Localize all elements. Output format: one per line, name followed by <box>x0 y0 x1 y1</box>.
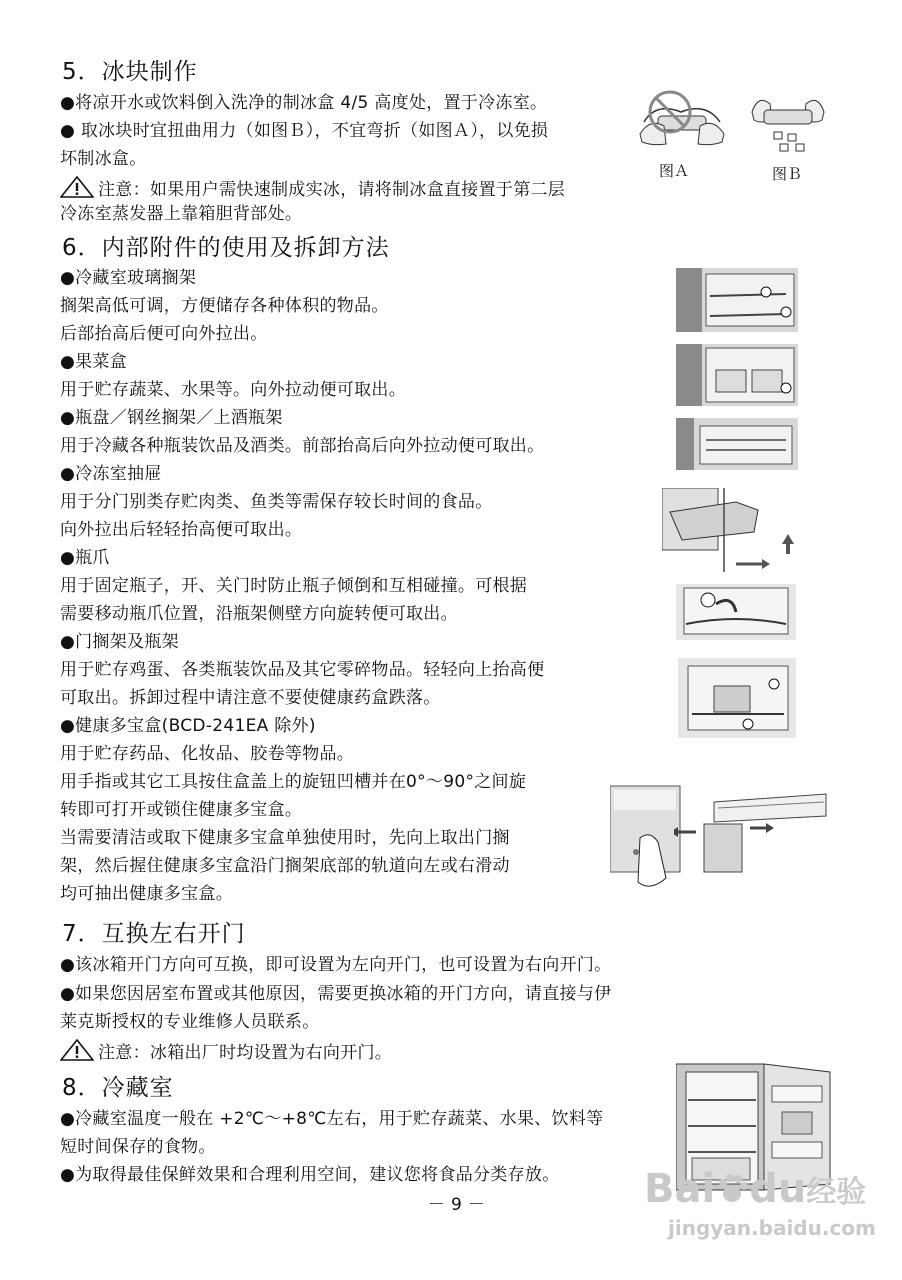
sec6-line: 用手指或其它工具按住盒盖上的旋钮凹槽并在0°～90°之间旋 <box>60 772 527 792</box>
sec8-paragraph-2: ●为取得最佳保鲜效果和合理利用空间，建议您将食品分类存放。 <box>60 1165 560 1185</box>
sec7-note-line <box>60 1039 392 1064</box>
sec6-line: 用于贮存蔬菜、水果等。向外拉动便可取出。 <box>60 380 406 400</box>
sec6-line: ●果菜盒 <box>60 352 128 372</box>
sec6-line: 搁架高低可调，方便储存各种体积的物品。 <box>60 296 389 316</box>
sec6-line: 用于固定瓶子，开、关门时防止瓶子倾倒和互相碰撞。可根据 <box>60 576 528 596</box>
section-8-title: 8．冷藏室 <box>62 1075 174 1101</box>
sec6-line: ●瓶盘／钢丝搁架／上酒瓶架 <box>60 408 283 428</box>
sec7-paragraph-1: ●该冰箱开门方向可互换，即可设置为左向开门，也可设置为右向开门。 <box>60 955 612 975</box>
sec6-line: ●瓶爪 <box>60 548 110 568</box>
sec6-line: 用于冷藏各种瓶装饮品及酒类。前部抬高后向外拉动便可取出。 <box>60 436 545 456</box>
bottle-rack-figure <box>676 418 798 470</box>
sec6-line: 均可抽出健康多宝盒。 <box>60 884 233 904</box>
sec8-paragraph-1b: 短时间保存的食物。 <box>60 1137 216 1157</box>
sec6-line: 用于贮存药品、化妆品、胶卷等物品。 <box>60 744 355 764</box>
sec5-note-line-1 <box>60 176 565 201</box>
section-7-title: 7．互换左右开门 <box>62 921 246 947</box>
sec5-note-line-2: 冷冻室蒸发器上靠箱胆背部处。 <box>60 204 303 224</box>
sec5-note-text: 注意：如果用户需快速制成实冰，请将制冰盒直接置于第二层 <box>98 180 566 200</box>
warning-icon <box>60 176 94 198</box>
watermark-brand: Bai <box>644 1166 716 1212</box>
section-5-title: 5．冰块制作 <box>62 59 198 85</box>
sec6-line: ●冷藏室玻璃搁架 <box>60 268 197 288</box>
sec7-paragraph-2a: ●如果您因居室布置或其他原因，需要更换冰箱的开门方向，请直接与伊 <box>60 984 612 1004</box>
sec5-paragraph-2a: ● 取冰块时宜扭曲用力（如图Ｂ），不宜弯折（如图Ａ），以免损 <box>60 121 549 141</box>
sec8-paragraph-1a: ●冷藏室温度一般在 +2℃～+8℃左右，用于贮存蔬菜、水果、饮料等 <box>60 1109 604 1129</box>
sec6-line: 向外拉出后轻轻抬高便可取出。 <box>60 520 303 540</box>
sec7-paragraph-2b: 莱克斯授权的专业维修人员联系。 <box>60 1012 320 1032</box>
figure-a-caption: 图Ａ <box>659 162 690 180</box>
sec6-line: 转即可打开或锁住健康多宝盒。 <box>60 800 303 820</box>
watermark-suffix: 经验 <box>806 1175 867 1210</box>
crisper-drawer-figure <box>676 344 798 406</box>
bottle-clip-figure <box>676 584 796 640</box>
sec6-line: 用于分门别类存贮肉类、鱼类等需保存较长时间的食品。 <box>60 492 493 512</box>
sec5-paragraph-2b: 坏制冰盒。 <box>60 149 147 169</box>
sec6-line: 需要移动瓶爪位置，沿瓶架侧壁方向旋转便可取出。 <box>60 604 458 624</box>
paw-icon <box>715 1172 749 1206</box>
page-number: － 9 － <box>428 1195 486 1215</box>
glass-shelf-figure <box>676 268 798 332</box>
baidu-watermark-logo <box>644 1166 866 1212</box>
sec6-line: 架，然后握住健康多宝盒沿门搁架底部的轨道向左或右滑动 <box>60 856 510 876</box>
sec7-note-text: 注意：冰箱出厂时均设置为右向开门。 <box>98 1043 393 1063</box>
sec6-line: 可取出。拆卸过程中请注意不要使健康药盒跌落。 <box>60 688 441 708</box>
ice-tray-twisting-figure <box>748 84 828 156</box>
sec6-line: 后部抬高后便可向外拉出。 <box>60 324 268 344</box>
section-6-title: 6．内部附件的使用及拆卸方法 <box>62 235 390 261</box>
watermark-url: jingyan.baidu.com <box>668 1216 876 1240</box>
sec6-line: 用于贮存鸡蛋、各类瓶装饮品及其它零碎物品。轻轻向上抬高便 <box>60 660 545 680</box>
warning-icon <box>60 1039 94 1061</box>
figure-b-caption: 图Ｂ <box>772 165 803 183</box>
freezer-drawer-figure <box>662 488 794 572</box>
sec5-paragraph-1: ●将凉开水或饮料倒入洗净的制冰盒 4/5 高度处，置于冷冻室。 <box>60 93 548 113</box>
sec6-line: ●门搁架及瓶架 <box>60 632 179 652</box>
watermark-brand-2: du <box>749 1166 807 1212</box>
ice-tray-bending-figure <box>636 82 728 154</box>
door-rack-figure <box>678 658 796 738</box>
sec6-line: 当需要清洁或取下健康多宝盒单独使用时，先向上取出门搁 <box>60 828 510 848</box>
health-box-slide-figure <box>674 788 834 876</box>
sec6-line: ●健康多宝盒(BCD-241EA 除外) <box>60 716 316 736</box>
sec6-line: ●冷冻室抽屉 <box>60 464 162 484</box>
